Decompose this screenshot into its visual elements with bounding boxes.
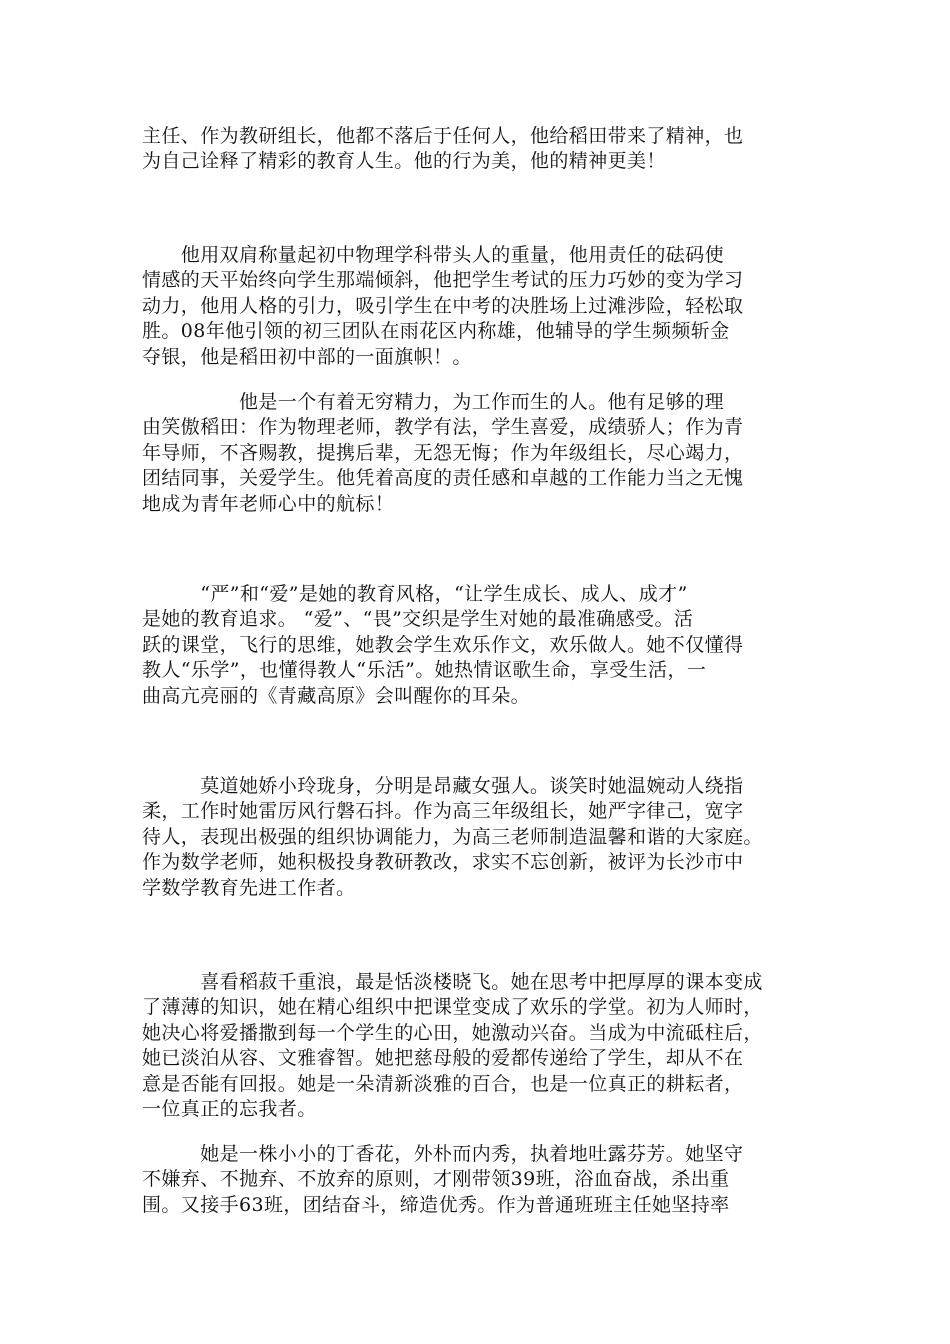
paragraph-6 (142, 970, 822, 1122)
text-line: 待人，表现出极强的组织协调能力，为高三老师制造温馨和谐的大家庭。 (142, 825, 763, 848)
text-line: 学数学教育先进工作者。 (142, 876, 356, 899)
text-line: 曲高亢亮丽的《青藏高原》会叫醒你的耳朵。 (142, 684, 531, 707)
text-line: 作为数学老师，她积极投身教研教改，求实不忘创新，被评为长沙市中 (142, 851, 744, 874)
text-line: 胜。08年他引领的初三团队在雨花区内称雄，他辅导的学生频频斩金 (142, 320, 730, 343)
text-line: 她是一株小小的丁香花，外朴而内秀，执着地吐露芬芳。她坚守 (142, 1143, 744, 1165)
text-line: “严”和“爱”是她的教育风格，“让学生成长、成人、成才” (142, 583, 688, 605)
paragraph-4 (142, 582, 822, 709)
paragraph-2 (142, 243, 822, 370)
text-line: 是她的教育追求。 “爱”、“畏”交织是学生对她的最准确感受。活 (142, 608, 694, 631)
text-line: 围。又接手63班，团结奋斗，缔造优秀。作为普通班班主任她坚持率 (142, 1193, 730, 1216)
text-line: 动力，他用人格的引力，吸引学生在中考的决胜场上过滩涉险，轻松取 (142, 294, 744, 317)
text-line: 喜看稻菽千重浪，最是恬淡楼晓飞。她在思考中把厚厚的课本变成 (142, 971, 763, 993)
text-line: 一位真正的忘我者。 (142, 1097, 317, 1120)
text-line: 了薄薄的知识，她在精心组织中把课堂变成了欢乐的学堂。初为人师时， (142, 996, 763, 1019)
text-line: 为自己诠释了精彩的教育人生。他的行为美，他的精神更美！ (142, 150, 666, 173)
text-line: 意是否能有回报。她是一朵清新淡雅的百合，也是一位真正的耕耘者， (142, 1072, 744, 1095)
paragraph-3 (142, 390, 822, 517)
paragraph-1 (142, 124, 822, 175)
text-line: 教人“乐学”，也懂得教人“乐活”。她热情讴歌生命，享受生活，一 (142, 659, 707, 682)
text-line: 主任、作为教研组长，他都不落后于任何人，他给稻田带来了精神，也 (142, 125, 744, 147)
text-line: 他是一个有着无穷精力，为工作而生的人。他有足够的理 (142, 391, 725, 413)
text-line: 不嫌弃、不抛弃、不放弃的原则，才刚带领39班，浴血奋战，杀出重 (142, 1168, 730, 1191)
paragraph-5 (142, 774, 822, 901)
text-line: 地成为青年老师心中的航标！ (142, 492, 395, 515)
text-line: 柔，工作时她雷厉风行磐石抖。作为高三年级组长，她严字律己，宽字 (142, 800, 744, 823)
paragraph-7 (142, 1142, 822, 1218)
text-line: 由笑傲稻田：作为物理老师，教学有法，学生喜爱，成绩骄人；作为青 (142, 416, 744, 439)
text-line: 她已淡泊从容、文雅睿智。她把慈母般的爱都传递给了学生，却从不在 (142, 1047, 744, 1070)
text-line: 夺银，他是稻田初中部的一面旗帜！。 (142, 345, 472, 368)
text-line: 年导师，不吝赐教，提携后辈，无怨无悔；作为年级组长，尽心竭力， (142, 441, 744, 464)
text-line: 情感的天平始终向学生那端倾斜，他把学生考试的压力巧妙的变为学习 (142, 269, 744, 292)
text-line: 他用双肩称量起初中物理学科带头人的重量，他用责任的砝码使 (142, 244, 725, 266)
text-line: 莫道她娇小玲珑身，分明是昂藏女强人。谈笑时她温婉动人绕指 (142, 775, 744, 797)
text-line: 团结同事，关爱学生。他凭着高度的责任感和卓越的工作能力当之无愧 (142, 467, 744, 490)
text-line: 她决心将爱播撒到每一个学生的心田，她激动兴奋。当成为中流砥柱后， (142, 1021, 763, 1044)
text-line: 跃的课堂，飞行的思维，她教会学生欢乐作文，欢乐做人。她不仅懂得 (142, 633, 744, 656)
